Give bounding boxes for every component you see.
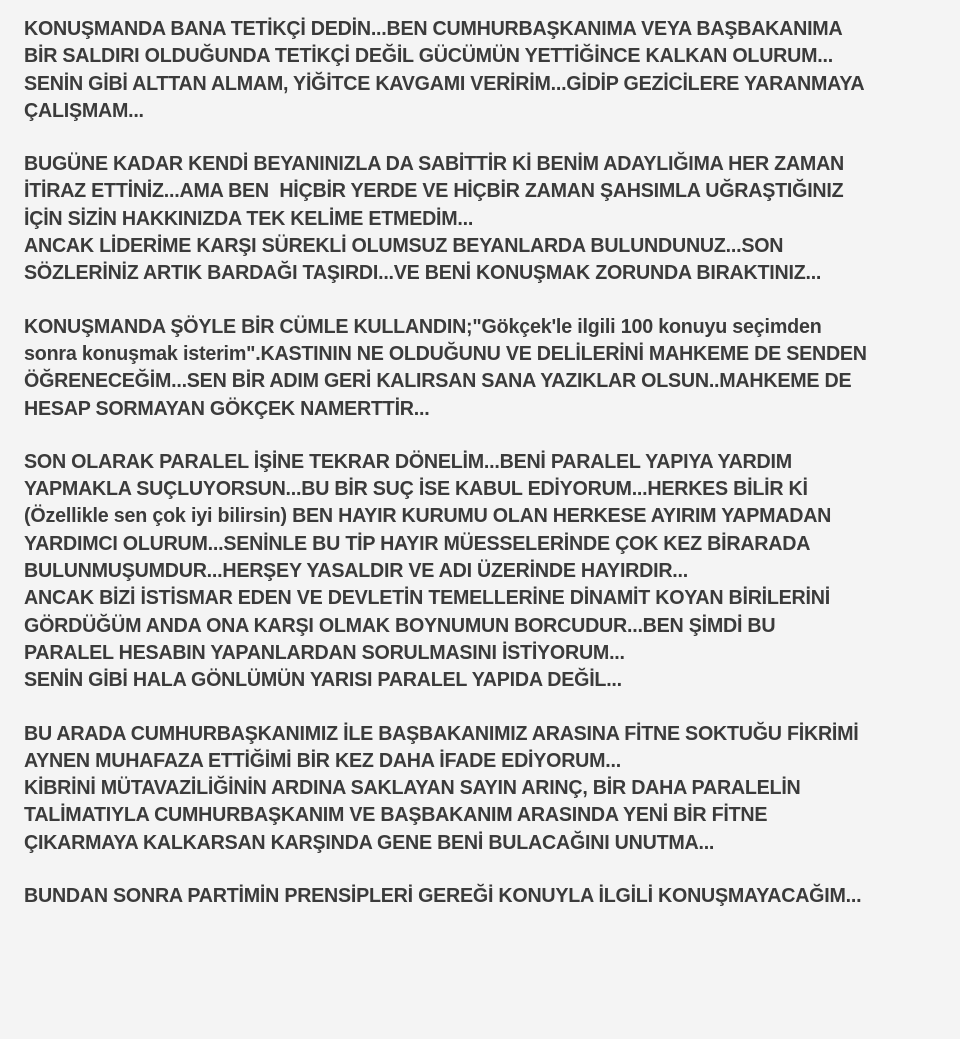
text-line [24,368,908,395]
text-segment: ÖĞRENECEĞİM...SEN BİR ADIM GERİ KALIRSAN SANA YAZIKLAR OLSUN..MAHKEME DE [24,370,852,393]
text-segment: BUNDAN SONRA PARTİMİN PRENSİPLERİ GEREĞİ KONUYLA İLGİLİ KONUŞMAYACAĞIM... [24,885,862,908]
text-line [24,640,908,667]
text-segment: PARALEL HESABIN YAPANLARDAN SORULMASINI İSTİYORUM... [24,641,625,664]
text-line [24,476,908,503]
text-line [24,98,908,125]
text-line [24,396,908,423]
text-segment: YARDIMCI OLURUM...SENİNLE BU TİP HAYIR MÜESSELERİNDE ÇOK KEZ BİRARADA [24,532,811,555]
text-segment: SENİN GİBİ ALTTAN ALMAM, YİĞİTCE KAVGAMI VERİRİM...GİDİP GEZİCİLERE YARANMAYA [24,72,865,95]
text-line [24,613,908,640]
text-segment: BULUNMUŞUMDUR...HERŞEY YASALDIR VE ADI ÜZERİNDE HAYIRDIR... [24,560,688,583]
text-paragraph [24,883,940,910]
text-line [24,449,908,476]
text-segment: "Gökçek'le ilgili 100 konuyu seçimden [472,315,822,338]
text-paragraph [24,151,940,287]
text-segment: İTİRAZ ETTİNİZ...AMA BEN HİÇBİR YERDE VE HİÇBİR ZAMAN ŞAHSIMLA UĞRAŞTIĞINIZ [24,180,844,203]
text-segment: TALİMATIYLA CUMHURBAŞKANIM VE BAŞBAKANIM ARASINDA YENİ BİR FİTNE [24,804,768,827]
text-segment: AYNEN MUHAFAZA ETTİĞİMİ BİR KEZ DAHA İFADE EDİYORUM... [24,749,621,772]
text-line [24,802,908,829]
text-line [24,558,908,585]
text-paragraph [24,16,940,125]
text-segment: (Özellikle sen çok iyi bilirsin) [24,505,287,528]
text-line [24,16,908,43]
text-line [24,206,908,233]
text-line [24,775,908,802]
text-line [24,585,908,612]
text-line [24,721,908,748]
text-line [24,233,908,260]
text-line [24,830,908,857]
text-segment: ÇIKARMAYA KALKARSAN KARŞINDA GENE BENİ BULACAĞINI UNUTMA... [24,831,715,854]
text-segment: ÇALIŞMAM... [24,99,144,122]
text-segment: GÖRDÜĞÜM ANDA ONA KARŞI OLMAK BOYNUMUN BORCUDUR...BEN ŞİMDİ BU [24,614,776,637]
text-segment: HESAP SORMAYAN GÖKÇEK NAMERTTİR... [24,397,430,420]
text-segment: İÇİN SİZİN HAKKINIZDA TEK KELİME ETMEDİM... [24,207,474,230]
text-line [24,314,908,341]
text-segment: BEN HAYIR KURUMU OLAN HERKESE AYIRIM YAPMADAN [286,505,832,528]
text-line [24,748,908,775]
text-line [24,883,908,910]
text-line [24,260,908,287]
text-segment: BİR SALDIRI OLDUĞUNDA TETİKÇİ DEĞİL GÜCÜMÜN YETTİĞİNCE KALKAN OLURUM... [24,45,833,68]
text-segment: KONUŞMANDA BANA TETİKÇİ DEDİN...BEN CUMHURBAŞKANIMA VEYA BAŞBAKANIMA [24,18,843,40]
text-line [24,503,908,530]
text-segment: KASTININ NE OLDUĞUNU VE DELİLERİNİ MAHKEME DE SENDEN [260,342,867,365]
text-segment: sonra konuşmak isterim". [24,342,261,365]
text-paragraph [24,314,940,423]
text-line [24,43,908,70]
text-line [24,151,908,178]
text-paragraph [24,449,940,695]
text-line [24,178,908,205]
text-segment: BU ARADA CUMHURBAŞKANIMIZ İLE BAŞBAKANIMIZ ARASINA FİTNE SOKTUĞU FİKRİMİ [24,722,859,745]
text-segment: SENİN GİBİ HALA GÖNLÜMÜN YARISI PARALEL YAPIDA DEĞİL... [24,669,622,692]
text-line [24,341,908,368]
text-segment: ANCAK LİDERİME KARŞI SÜREKLİ OLUMSUZ BEYANLARDA BULUNDUNUZ...SON [24,235,784,258]
text-segment: SÖZLERİNİZ ARTIK BARDAĞI TAŞIRDI...VE BENİ KONUŞMAK ZORUNDA BIRAKTINIZ... [24,262,822,285]
text-segment: ANCAK BİZİ İSTİSMAR EDEN VE DEVLETİN TEMELLERİNE DİNAMİT KOYAN BİRİLERİNİ [24,587,830,610]
text-segment: SON OLARAK PARALEL İŞİNE TEKRAR DÖNELİM...BENİ PARALEL YAPIYA YARDIM [24,450,792,473]
text-segment: YAPMAKLA SUÇLUYORSUN...BU BİR SUÇ İSE KABUL EDİYORUM...HERKES BİLİR Kİ [24,478,808,501]
text-segment: BUGÜNE KADAR KENDİ BEYANINIZLA DA SABİTTİR Kİ BENİM ADAYLIĞIMA HER ZAMAN [24,153,845,176]
text-paragraph [24,721,940,857]
text-segment: KONUŞMANDA ŞÖYLE BİR CÜMLE KULLANDIN; [24,315,473,338]
text-segment: KİBRİNİ MÜTAVAZİLİĞİNİN ARDINA SAKLAYAN SAYIN ARINÇ, BİR DAHA PARALELİN [24,777,801,800]
text-line [24,71,908,98]
text-line [24,667,908,694]
text-line [24,531,908,558]
